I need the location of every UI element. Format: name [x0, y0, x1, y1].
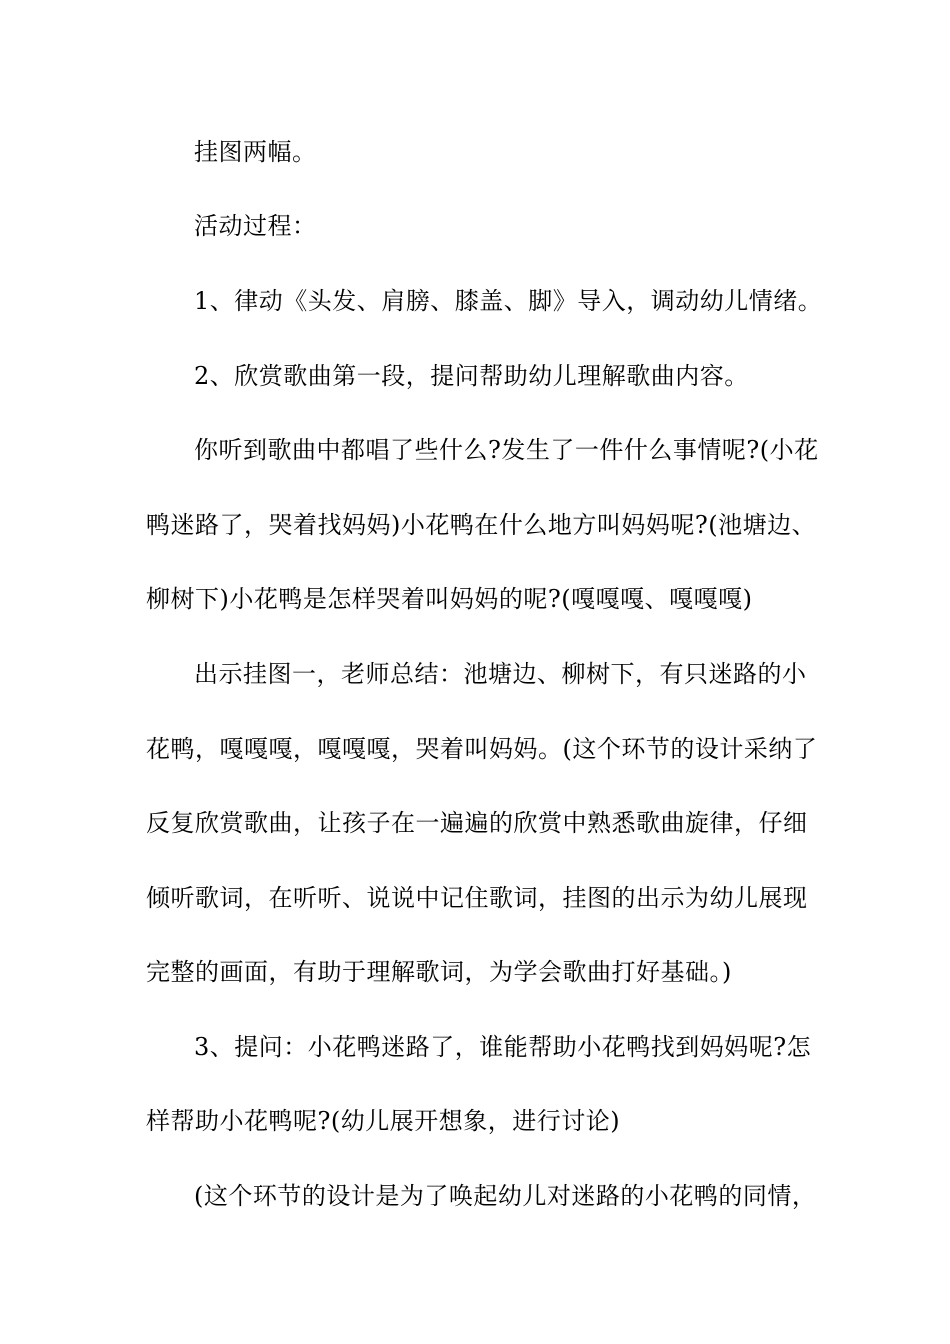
- step-3-line-2: 样帮助小花鸭呢?(幼儿展开想象，进行讨论): [146, 1107, 621, 1135]
- questions-line-2: 鸭迷路了，哭着找妈妈)小花鸭在什么地方叫妈妈呢?(池塘边、: [146, 511, 817, 539]
- step-1-text: 1、律动《头发、肩膀、膝盖、脚》导入，调动幼儿情绪。: [194, 287, 823, 315]
- heading-activity-process: 活动过程：: [194, 212, 317, 240]
- summary-line-2: 花鸭，嘎嘎嘎，嘎嘎嘎，哭着叫妈妈。(这个环节的设计采纳了: [146, 735, 818, 763]
- summary-line-3: 反复欣赏歌曲，让孩子在一遍遍的欣赏中熟悉歌曲旋律，仔细: [146, 809, 808, 837]
- paragraph-materials: 挂图两幅。: [194, 138, 317, 166]
- step-2-text: 2、欣赏歌曲第一段，提问帮助幼儿理解歌曲内容。: [194, 362, 749, 390]
- questions-line-3: 柳树下)小花鸭是怎样哭着叫妈妈的呢?(嘎嘎嘎、嘎嘎嘎): [146, 585, 753, 613]
- step-3-line-1: 3、提问：小花鸭迷路了，谁能帮助小花鸭找到妈妈呢?怎: [194, 1033, 812, 1061]
- summary-line-5: 完整的画面，有助于理解歌词，为学会歌曲打好基础。): [146, 958, 732, 986]
- summary-line-1: 出示挂图一，老师总结：池塘边、柳树下，有只迷路的小: [194, 660, 807, 688]
- design-note-line-1: (这个环节的设计是为了唤起幼儿对迷路的小花鸭的同情，: [194, 1182, 817, 1210]
- questions-line-1: 你听到歌曲中都唱了些什么?发生了一件什么事情呢?(小花: [194, 436, 819, 464]
- summary-line-4: 倾听歌词，在听听、说说中记住歌词，挂图的出示为幼儿展现: [146, 884, 808, 912]
